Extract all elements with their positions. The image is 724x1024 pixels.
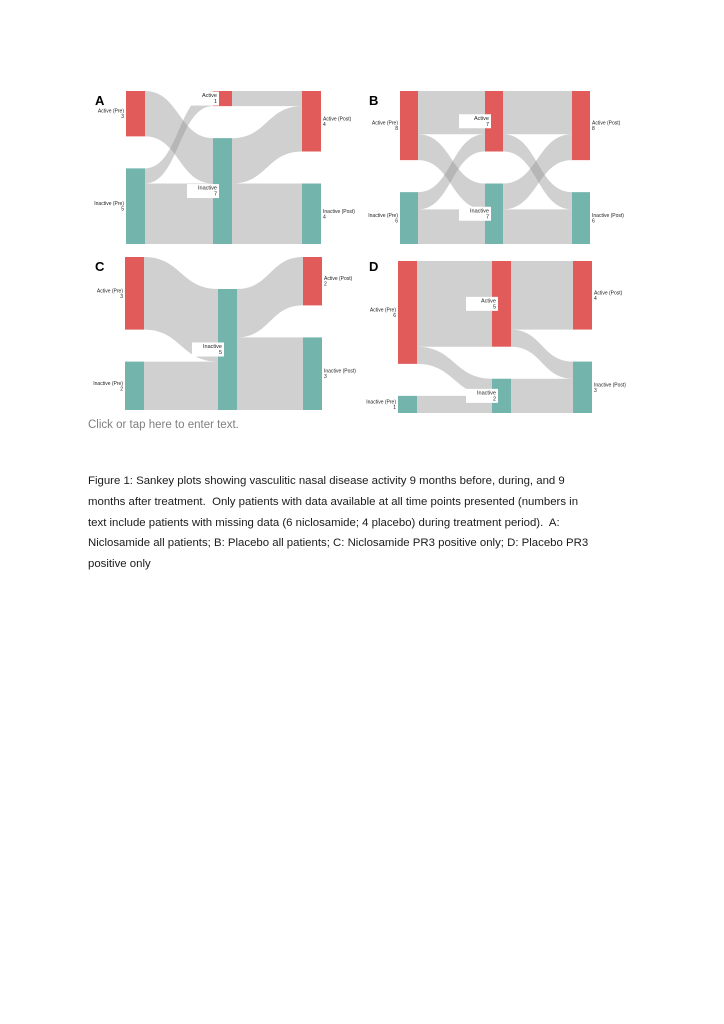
sankey-node-A-active_pre <box>126 91 145 136</box>
caption-line: text include patients with missing data (6 niclosamide; 4 placebo) during treatment period). A: <box>88 516 560 529</box>
node-label-D-inactive_post: Inactive (Post) 3 <box>594 382 626 394</box>
node-label-D-inactive_pre: Inactive (Pre) 1 <box>366 399 396 411</box>
node-label-B-active_post: Active (Post) 8 <box>592 120 621 133</box>
node-label-A-active_mid: Active 1 <box>202 93 217 106</box>
sankey-node-B-active_pre <box>400 91 418 160</box>
node-label-D-active_mid: Active 5 <box>481 298 496 311</box>
sankey-node-D-active_post <box>573 261 592 330</box>
sankey-flow-A-inactive_mid-active_post <box>232 106 302 183</box>
panel-letter-D: D <box>369 259 379 274</box>
sankey-node-A-inactive_pre <box>126 168 145 244</box>
sankey-flow-A-active_mid-active_post <box>232 91 302 106</box>
node-label-C-inactive_pre: Inactive (Pre) 2 <box>93 380 123 393</box>
node-label-C-active_pre: Active (Pre) 3 <box>96 288 123 300</box>
sankey-flow-D-active_mid-inactive_post <box>511 330 573 379</box>
node-label-B-inactive_pre: Inactive (Pre) 6 <box>368 213 398 225</box>
sankey-panel-D <box>365 250 657 425</box>
figure-sankey-grid <box>0 0 724 450</box>
node-label-B-inactive_post: Inactive (Post) 6 <box>592 213 624 225</box>
node-label-C-inactive_mid: Inactive 5 <box>203 344 222 356</box>
sankey-flow-C-inactive_pre-inactive_mid <box>144 362 218 410</box>
node-label-A-active_post: Active (Post) 4 <box>323 116 352 128</box>
figure-caption <box>88 471 588 575</box>
node-label-B-inactive_mid: Inactive 7 <box>470 208 489 221</box>
sankey-node-A-active_post <box>302 91 321 152</box>
caption-line: months after treatment. Only patients with data available at all time points presented (numbers in <box>88 495 579 508</box>
caption-line: Figure 1: Sankey plots showing vasculitic nasal disease activity 9 months before, during, and 9 <box>88 475 565 487</box>
sankey-panel-B <box>365 85 657 260</box>
sankey-node-D-inactive_pre <box>398 396 417 413</box>
sankey-node-C-active_pre <box>125 257 144 330</box>
sankey-flow-D-inactive_mid-inactive_post <box>511 379 573 413</box>
node-label-A-inactive_mid: Inactive 7 <box>198 185 217 198</box>
node-label-D-active_post: Active (Post) 4 <box>594 290 623 302</box>
sankey-node-C-inactive_pre <box>125 362 144 410</box>
sankey-panel-A <box>85 85 377 260</box>
content-control-placeholder[interactable]: Click or tap here to enter text. <box>88 419 239 431</box>
sankey-flow-D-active_mid-active_post <box>511 261 573 330</box>
sankey-node-D-active_pre <box>398 261 417 364</box>
caption-line: Niclosamide all patients; B: Placebo all patients; C: Niclosamide PR3 positive only; D: Placebo PR3 <box>88 537 589 550</box>
sankey-node-C-inactive_post <box>303 337 322 410</box>
node-label-A-inactive_post: Inactive (Post) 4 <box>323 208 355 221</box>
panel-letter-B: B <box>369 93 379 108</box>
sankey-node-C-active_post <box>303 257 322 305</box>
node-label-C-active_post: Active (Post) 2 <box>324 276 353 288</box>
node-label-C-inactive_post: Inactive (Post) 3 <box>324 368 356 381</box>
sankey-node-A-inactive_post <box>302 184 321 245</box>
sankey-node-B-inactive_pre <box>400 192 418 244</box>
panel-letter-A: A <box>95 93 105 108</box>
node-label-D-inactive_mid: Inactive 2 <box>477 390 496 403</box>
sankey-node-B-inactive_post <box>572 192 590 244</box>
sankey-flow-C-inactive_mid-inactive_post <box>237 337 303 410</box>
sankey-flow-B-inactive_mid-inactive_post <box>503 209 572 244</box>
sankey-flow-B-active_mid-active_post <box>503 91 572 134</box>
sankey-node-B-active_post <box>572 91 590 160</box>
panel-letter-C: C <box>95 259 105 274</box>
caption-line: positive only <box>88 558 151 571</box>
node-label-D-active_pre: Active (Pre) 6 <box>369 307 396 319</box>
sankey-node-D-inactive_post <box>573 362 592 413</box>
node-label-B-active_pre: Active (Pre) 8 <box>371 120 398 133</box>
node-label-A-active_pre: Active (Pre) 3 <box>97 108 124 121</box>
sankey-flow-C-inactive_mid-active_post <box>237 257 303 337</box>
sankey-panel-C <box>85 250 377 425</box>
sankey-flow-A-inactive_mid-inactive_post <box>232 184 302 245</box>
node-label-A-inactive_pre: Inactive (Pre) 5 <box>94 201 124 213</box>
node-label-B-active_mid: Active 7 <box>474 115 489 128</box>
sankey-flow-D-active_pre-inactive_mid <box>417 347 492 396</box>
